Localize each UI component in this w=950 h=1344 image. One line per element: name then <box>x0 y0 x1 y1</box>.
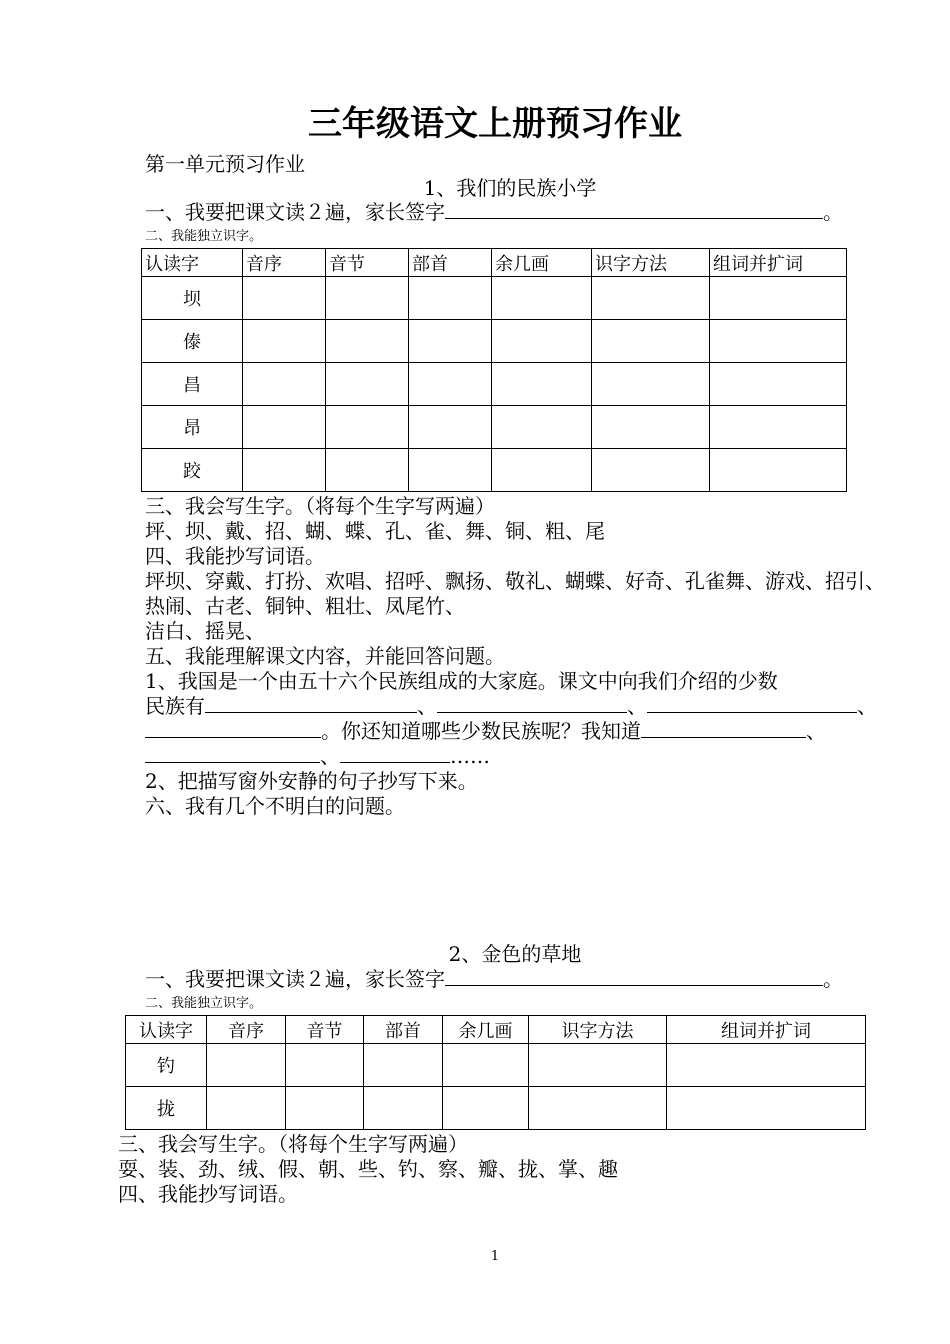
col-header: 识字方法 <box>529 1016 667 1044</box>
lesson2-task3: 三、我会写生字。（将每个生字写两遍） <box>118 1132 468 1156</box>
col-header: 音序 <box>243 249 326 277</box>
separator: 、 <box>806 719 826 743</box>
col-header: 音序 <box>207 1016 286 1044</box>
answer-cell[interactable] <box>243 449 326 492</box>
question1-mid: 。你还知道哪些少数民族呢？我知道 <box>321 719 641 743</box>
answer-cell[interactable] <box>710 406 847 449</box>
col-header: 余几画 <box>492 249 592 277</box>
task1-label: 一、我要把课文读２遍，家长签字 <box>145 967 445 991</box>
answer-cell[interactable] <box>710 277 847 320</box>
separator: 、 <box>857 694 877 718</box>
char-cell: 钓 <box>126 1044 207 1087</box>
lesson1-task4: 四、我能抄写词语。 <box>145 544 325 568</box>
answer-cell[interactable] <box>592 449 710 492</box>
answer-cell[interactable] <box>492 363 592 406</box>
col-header: 认读字 <box>142 249 243 277</box>
answer-cell[interactable] <box>207 1087 286 1130</box>
answer-cell[interactable] <box>592 363 710 406</box>
answer-cell[interactable] <box>667 1087 866 1130</box>
answer-cell[interactable] <box>326 320 409 363</box>
answer-cell[interactable] <box>409 406 492 449</box>
char-cell: 傣 <box>142 320 243 363</box>
separator: 、 <box>417 694 437 718</box>
answer-cell[interactable] <box>207 1044 286 1087</box>
question1-line4 <box>145 744 490 768</box>
lesson2-task2: 二、我能独立识字。 <box>145 996 263 1011</box>
answer-cell[interactable] <box>409 363 492 406</box>
answer-cell[interactable] <box>592 406 710 449</box>
answer-blank[interactable] <box>647 694 857 713</box>
answer-cell[interactable] <box>409 320 492 363</box>
col-header: 部首 <box>364 1016 443 1044</box>
col-header: 认读字 <box>126 1016 207 1044</box>
table-row <box>142 406 847 449</box>
lesson2-title: 2、金色的草地 <box>448 942 582 966</box>
table-row <box>142 449 847 492</box>
lesson2-char-table <box>125 1015 866 1130</box>
answer-cell[interactable] <box>286 1087 364 1130</box>
unit-heading: 第一单元预习作业 <box>145 152 305 176</box>
lesson1-task6: 六、我有几个不明白的问题。 <box>145 794 405 818</box>
lesson1-words-line1: 坪坝、穿戴、打扮、欢唱、招呼、飘扬、敬礼、蝴蝶、好奇、孔雀舞、游戏、招引、 <box>145 569 885 593</box>
answer-cell[interactable] <box>592 320 710 363</box>
answer-cell[interactable] <box>326 277 409 320</box>
answer-cell[interactable] <box>529 1087 667 1130</box>
col-header: 部首 <box>409 249 492 277</box>
answer-cell[interactable] <box>364 1044 443 1087</box>
lesson1-title: 1、我们的民族小学 <box>423 176 597 200</box>
table-row <box>142 320 847 363</box>
col-header: 音节 <box>326 249 409 277</box>
ellipsis: …… <box>450 744 490 768</box>
page-title: 三年级语文上册预习作业 <box>308 104 682 144</box>
answer-cell[interactable] <box>243 363 326 406</box>
answer-blank[interactable] <box>205 694 417 713</box>
lesson1-write-chars: 坪、坝、戴、招、蝴、蝶、孔、雀、舞、铜、粗、尾 <box>145 519 605 543</box>
table-row <box>126 1044 866 1087</box>
question1-line2 <box>145 694 877 718</box>
answer-blank[interactable] <box>437 694 627 713</box>
separator: 、 <box>320 744 340 768</box>
lesson1-task5: 五、我能理解课文内容，并能回答问题。 <box>145 644 505 668</box>
answer-cell[interactable] <box>443 1044 529 1087</box>
question2: 2、把描写窗外安静的句子抄写下来。 <box>145 769 478 793</box>
answer-blank[interactable] <box>641 719 806 738</box>
task1-period: 。 <box>823 200 843 224</box>
answer-cell[interactable] <box>409 277 492 320</box>
answer-blank[interactable] <box>340 744 450 763</box>
col-header: 组词并扩词 <box>710 249 847 277</box>
answer-cell[interactable] <box>243 406 326 449</box>
col-header: 识字方法 <box>592 249 710 277</box>
answer-blank[interactable] <box>145 719 321 738</box>
col-header: 余几画 <box>443 1016 529 1044</box>
lesson2-task1 <box>145 967 843 991</box>
answer-cell[interactable] <box>243 277 326 320</box>
answer-cell[interactable] <box>592 277 710 320</box>
table-header-row <box>142 249 847 277</box>
lesson1-task2: 二、我能独立识字。 <box>145 229 263 244</box>
answer-cell[interactable] <box>529 1044 667 1087</box>
answer-cell[interactable] <box>492 406 592 449</box>
question1-prefix: 民族有 <box>145 694 205 718</box>
question1-line3 <box>145 719 826 743</box>
page-number: 1 <box>490 1249 500 1264</box>
char-cell: 跤 <box>142 449 243 492</box>
separator: 、 <box>627 694 647 718</box>
table-row <box>126 1087 866 1130</box>
table-row <box>142 363 847 406</box>
char-cell: 拢 <box>126 1087 207 1130</box>
answer-cell[interactable] <box>667 1044 866 1087</box>
answer-cell[interactable] <box>710 363 847 406</box>
answer-cell[interactable] <box>443 1087 529 1130</box>
answer-cell[interactable] <box>243 320 326 363</box>
char-cell: 坝 <box>142 277 243 320</box>
lesson1-char-table <box>141 248 847 492</box>
table-row <box>142 277 847 320</box>
col-header: 组词并扩词 <box>667 1016 866 1044</box>
char-cell: 昂 <box>142 406 243 449</box>
parent-signature-blank[interactable] <box>445 200 823 219</box>
lesson1-task3: 三、我会写生字。（将每个生字写两遍） <box>145 494 495 518</box>
answer-cell[interactable] <box>710 320 847 363</box>
lesson1-task1 <box>145 200 843 224</box>
answer-cell[interactable] <box>286 1044 364 1087</box>
answer-cell[interactable] <box>326 406 409 449</box>
lesson2-task4: 四、我能抄写词语。 <box>118 1182 298 1206</box>
char-cell: 昌 <box>142 363 243 406</box>
lesson2-write-chars: 耍、装、劲、绒、假、朝、些、钓、察、瓣、拢、掌、趣 <box>118 1157 618 1181</box>
lesson1-words-line3: 洁白、摇晃、 <box>145 619 265 643</box>
answer-cell[interactable] <box>364 1087 443 1130</box>
answer-cell[interactable] <box>492 320 592 363</box>
question1-line1: 1、我国是一个由五十六个民族组成的大家庭。课文中向我们介绍的少数 <box>145 669 778 693</box>
table-header-row <box>126 1016 866 1044</box>
answer-cell[interactable] <box>710 449 847 492</box>
answer-blank[interactable] <box>145 744 320 763</box>
answer-cell[interactable] <box>492 449 592 492</box>
answer-cell[interactable] <box>326 449 409 492</box>
task1-label: 一、我要把课文读２遍，家长签字 <box>145 200 445 224</box>
answer-cell[interactable] <box>492 277 592 320</box>
answer-cell[interactable] <box>326 363 409 406</box>
parent-signature-blank[interactable] <box>445 967 823 986</box>
task1-period: 。 <box>823 967 843 991</box>
answer-cell[interactable] <box>409 449 492 492</box>
lesson1-words-line2: 热闹、古老、铜钟、粗壮、凤尾竹、 <box>145 594 465 618</box>
col-header: 音节 <box>286 1016 364 1044</box>
